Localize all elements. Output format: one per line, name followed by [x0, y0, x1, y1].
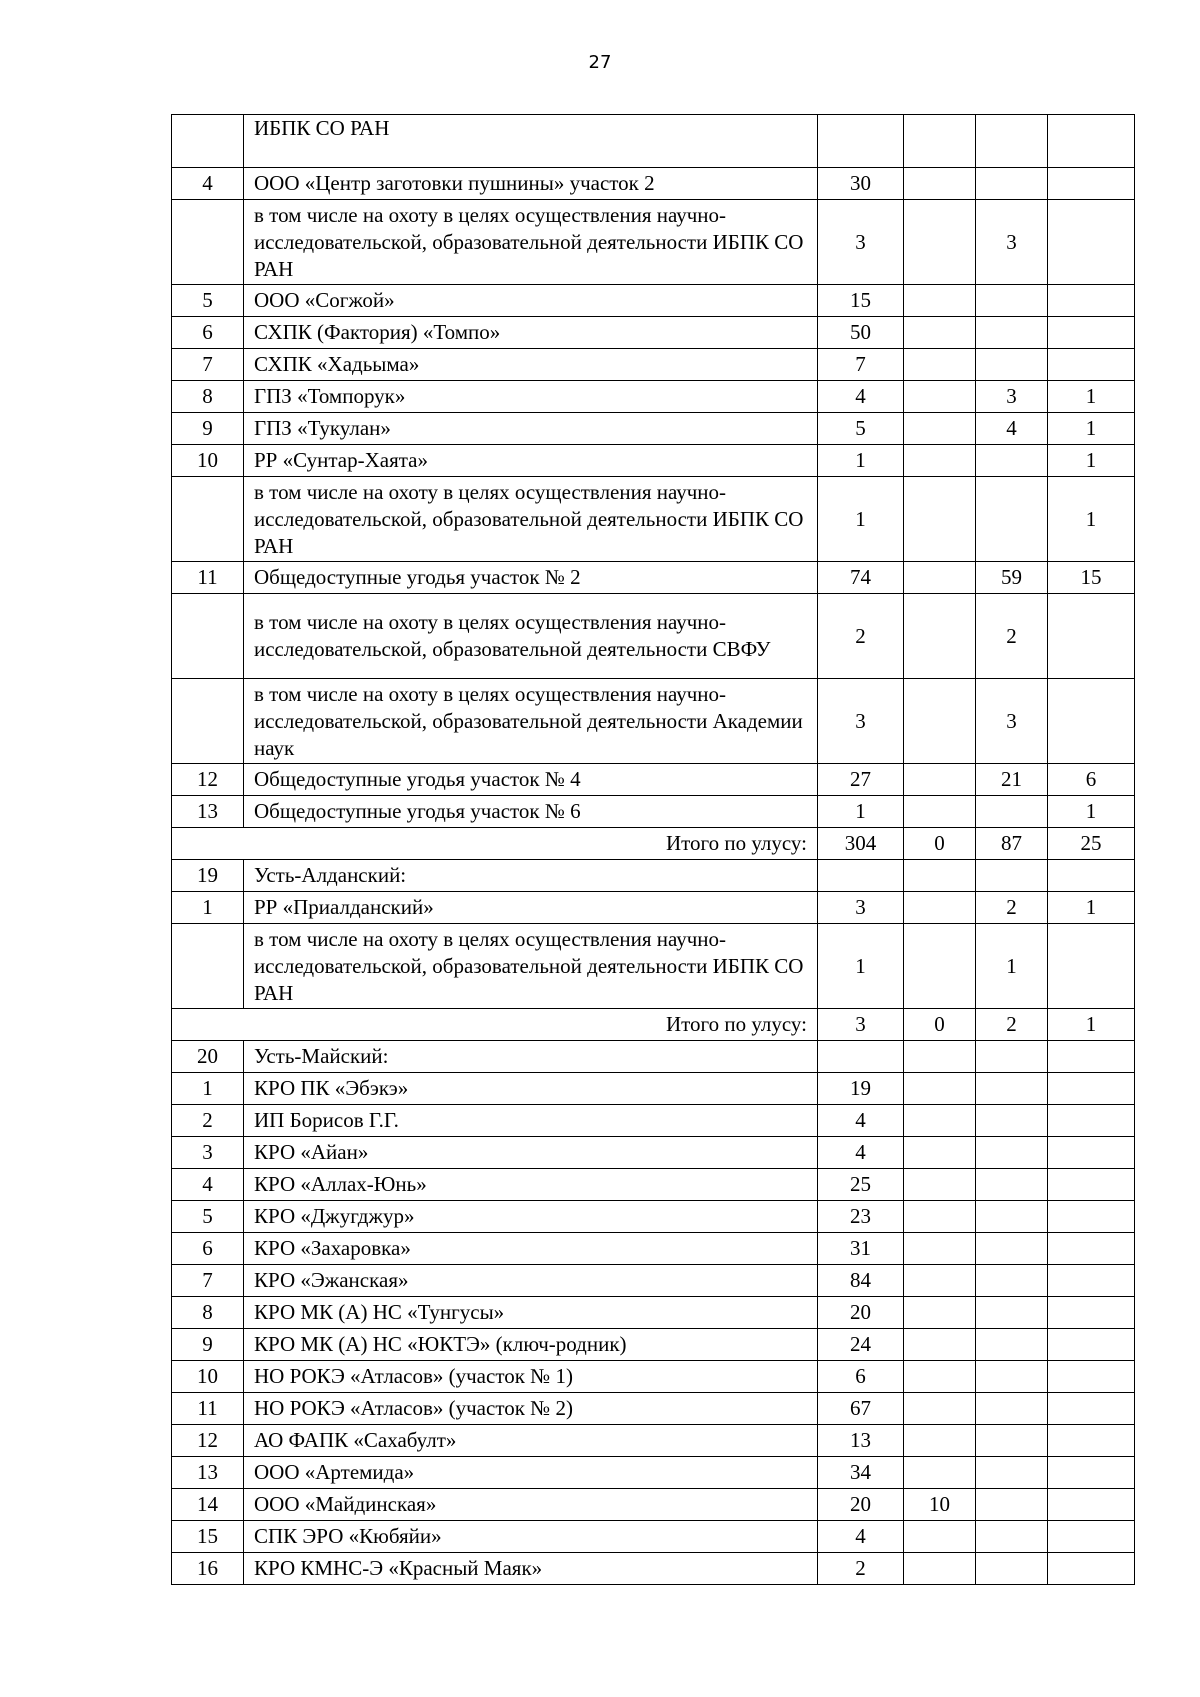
value-col-2 — [904, 1425, 976, 1457]
value-col-3 — [976, 1361, 1048, 1393]
table-row — [172, 1329, 1135, 1361]
value-col-3: 21 — [976, 764, 1048, 796]
value-col-1: 24 — [818, 1329, 904, 1361]
row-name: КРО ПК «Эбэкэ» — [244, 1073, 818, 1105]
table-row — [172, 1169, 1135, 1201]
total-row — [172, 1009, 1135, 1041]
value-col-1: 34 — [818, 1457, 904, 1489]
value-col-1: 1 — [818, 445, 904, 477]
value-col-4 — [1048, 285, 1135, 317]
value-col-1: 30 — [818, 168, 904, 200]
total-label: Итого по улусу: — [172, 828, 818, 860]
row-number: 13 — [172, 796, 244, 828]
value-col-4 — [1048, 679, 1135, 764]
value-col-4 — [1048, 924, 1135, 1009]
value-col-2: 0 — [904, 1009, 976, 1041]
value-col-3: 2 — [976, 594, 1048, 679]
row-number — [172, 115, 244, 168]
value-col-3: 3 — [976, 381, 1048, 413]
value-col-1: 3 — [818, 679, 904, 764]
value-col-4 — [1048, 1105, 1135, 1137]
value-col-4 — [1048, 1425, 1135, 1457]
row-number: 10 — [172, 445, 244, 477]
row-name: в том числе на охоту в целях осуществления научно-исследовательской, образовательной деятельности ИБПК СО РАН — [244, 477, 818, 562]
value-col-3 — [976, 1073, 1048, 1105]
row-number — [172, 200, 244, 285]
value-col-2 — [904, 1201, 976, 1233]
table-row — [172, 1489, 1135, 1521]
table-row — [172, 1201, 1135, 1233]
value-col-2 — [904, 1393, 976, 1425]
value-col-2 — [904, 594, 976, 679]
value-col-3 — [976, 1521, 1048, 1553]
table-row — [172, 477, 1135, 562]
value-col-2 — [904, 1361, 976, 1393]
value-col-4 — [1048, 1361, 1135, 1393]
value-col-1: 84 — [818, 1265, 904, 1297]
value-col-2 — [904, 317, 976, 349]
row-number: 7 — [172, 349, 244, 381]
table-row — [172, 445, 1135, 477]
value-col-3 — [976, 796, 1048, 828]
value-col-2 — [904, 1521, 976, 1553]
table-row — [172, 1233, 1135, 1265]
row-number: 19 — [172, 860, 244, 892]
value-col-4 — [1048, 349, 1135, 381]
value-col-3 — [976, 477, 1048, 562]
value-col-2 — [904, 1041, 976, 1073]
value-col-3: 2 — [976, 892, 1048, 924]
value-col-1: 23 — [818, 1201, 904, 1233]
table-row — [172, 285, 1135, 317]
row-number: 6 — [172, 317, 244, 349]
table-row — [172, 1553, 1135, 1585]
row-number: 7 — [172, 1265, 244, 1297]
value-col-4 — [1048, 1489, 1135, 1521]
value-col-1: 6 — [818, 1361, 904, 1393]
value-col-1: 3 — [818, 200, 904, 285]
row-number: 6 — [172, 1233, 244, 1265]
value-col-4 — [1048, 115, 1135, 168]
row-number: 4 — [172, 1169, 244, 1201]
row-number: 3 — [172, 1137, 244, 1169]
value-col-3 — [976, 1137, 1048, 1169]
table-row — [172, 1041, 1135, 1073]
value-col-3 — [976, 1201, 1048, 1233]
table-row — [172, 1521, 1135, 1553]
value-col-1: 67 — [818, 1393, 904, 1425]
row-number: 15 — [172, 1521, 244, 1553]
page-number: 27 — [588, 52, 612, 73]
value-col-2 — [904, 764, 976, 796]
value-col-1: 31 — [818, 1233, 904, 1265]
value-col-2 — [904, 1553, 976, 1585]
value-col-3 — [976, 1329, 1048, 1361]
value-col-3 — [976, 1393, 1048, 1425]
table-row — [172, 796, 1135, 828]
value-col-1: 1 — [818, 796, 904, 828]
row-number: 12 — [172, 764, 244, 796]
value-col-2 — [904, 1073, 976, 1105]
value-col-1: 50 — [818, 317, 904, 349]
table-row — [172, 115, 1135, 168]
row-name: в том числе на охоту в целях осуществления научно-исследовательской, образовательной деятельности ИБПК СО РАН — [244, 924, 818, 1009]
value-col-1 — [818, 115, 904, 168]
value-col-3: 1 — [976, 924, 1048, 1009]
value-col-2 — [904, 168, 976, 200]
value-col-4 — [1048, 168, 1135, 200]
row-name: ООО «Майдинская» — [244, 1489, 818, 1521]
value-col-2 — [904, 860, 976, 892]
value-col-2 — [904, 796, 976, 828]
table-row — [172, 1137, 1135, 1169]
value-col-4: 1 — [1048, 413, 1135, 445]
value-col-1: 20 — [818, 1489, 904, 1521]
value-col-4 — [1048, 1073, 1135, 1105]
value-col-1: 13 — [818, 1425, 904, 1457]
row-name: КРО КМНС-Э «Красный Маяк» — [244, 1553, 818, 1585]
table-row — [172, 594, 1135, 679]
row-name: РР «Приалданский» — [244, 892, 818, 924]
row-name: ООО «Артемида» — [244, 1457, 818, 1489]
row-name: СПК ЭРО «Кюбяйи» — [244, 1521, 818, 1553]
row-number: 5 — [172, 1201, 244, 1233]
value-col-4 — [1048, 1265, 1135, 1297]
row-number: 10 — [172, 1361, 244, 1393]
value-col-2 — [904, 477, 976, 562]
value-col-4 — [1048, 1553, 1135, 1585]
value-col-2: 0 — [904, 828, 976, 860]
value-col-4: 1 — [1048, 892, 1135, 924]
value-col-1: 3 — [818, 892, 904, 924]
table-row — [172, 349, 1135, 381]
table-body — [172, 115, 1135, 1585]
value-col-2 — [904, 1169, 976, 1201]
value-col-2 — [904, 679, 976, 764]
row-number — [172, 594, 244, 679]
table-row — [172, 679, 1135, 764]
row-number — [172, 924, 244, 1009]
value-col-4 — [1048, 1457, 1135, 1489]
row-name: СХПК (Фактория) «Томпо» — [244, 317, 818, 349]
value-col-4: 1 — [1048, 796, 1135, 828]
value-col-2 — [904, 924, 976, 1009]
value-col-3 — [976, 285, 1048, 317]
row-name: РР «Сунтар-Хаята» — [244, 445, 818, 477]
table-row — [172, 924, 1135, 1009]
value-col-3: 3 — [976, 679, 1048, 764]
table-row — [172, 168, 1135, 200]
value-col-3 — [976, 317, 1048, 349]
table-row — [172, 562, 1135, 594]
row-name: в том числе на охоту в целях осуществления научно-исследовательской, образовательной деятельности СВФУ — [244, 594, 818, 679]
value-col-3 — [976, 1489, 1048, 1521]
value-col-3 — [976, 115, 1048, 168]
value-col-3: 3 — [976, 200, 1048, 285]
row-name: ООО «Центр заготовки пушнины» участок 2 — [244, 168, 818, 200]
total-label: Итого по улусу: — [172, 1009, 818, 1041]
value-col-1: 27 — [818, 764, 904, 796]
value-col-4 — [1048, 1201, 1135, 1233]
value-col-3 — [976, 1297, 1048, 1329]
value-col-1: 4 — [818, 1137, 904, 1169]
value-col-1: 1 — [818, 924, 904, 1009]
row-number: 20 — [172, 1041, 244, 1073]
row-number: 16 — [172, 1553, 244, 1585]
row-name: Усть-Майский: — [244, 1041, 818, 1073]
value-col-1: 25 — [818, 1169, 904, 1201]
row-number: 8 — [172, 381, 244, 413]
row-number: 9 — [172, 413, 244, 445]
value-col-2 — [904, 562, 976, 594]
row-name: КРО «Захаровка» — [244, 1233, 818, 1265]
value-col-2 — [904, 892, 976, 924]
row-name: Общедоступные угодья участок № 2 — [244, 562, 818, 594]
value-col-2 — [904, 1329, 976, 1361]
table-row — [172, 1393, 1135, 1425]
value-col-2 — [904, 413, 976, 445]
row-name: КРО МК (А) НС «ЮКТЭ» (ключ-родник) — [244, 1329, 818, 1361]
table-row — [172, 1457, 1135, 1489]
value-col-2 — [904, 1105, 976, 1137]
value-col-4: 1 — [1048, 477, 1135, 562]
table-row — [172, 860, 1135, 892]
value-col-3 — [976, 349, 1048, 381]
value-col-1: 19 — [818, 1073, 904, 1105]
value-col-1: 20 — [818, 1297, 904, 1329]
value-col-1: 3 — [818, 1009, 904, 1041]
row-name: СХПК «Хадьыма» — [244, 349, 818, 381]
table-row — [172, 892, 1135, 924]
value-col-1: 2 — [818, 594, 904, 679]
value-col-1: 4 — [818, 1105, 904, 1137]
value-col-3 — [976, 1169, 1048, 1201]
value-col-1: 7 — [818, 349, 904, 381]
value-col-3 — [976, 1041, 1048, 1073]
value-col-1: 74 — [818, 562, 904, 594]
value-col-4: 6 — [1048, 764, 1135, 796]
row-name: Общедоступные угодья участок № 4 — [244, 764, 818, 796]
value-col-3 — [976, 1553, 1048, 1585]
value-col-2 — [904, 1297, 976, 1329]
row-name: КРО «Джугджур» — [244, 1201, 818, 1233]
value-col-2 — [904, 285, 976, 317]
value-col-4 — [1048, 200, 1135, 285]
table-row — [172, 764, 1135, 796]
value-col-1: 2 — [818, 1553, 904, 1585]
row-number: 11 — [172, 1393, 244, 1425]
value-col-4 — [1048, 1297, 1135, 1329]
value-col-4: 15 — [1048, 562, 1135, 594]
row-number: 11 — [172, 562, 244, 594]
value-col-4 — [1048, 1169, 1135, 1201]
row-number: 1 — [172, 1073, 244, 1105]
row-name: АО ФАПК «Сахабулт» — [244, 1425, 818, 1457]
value-col-2 — [904, 1137, 976, 1169]
row-name: в том числе на охоту в целях осуществления научно-исследовательской, образовательной деятельности Академии наук — [244, 679, 818, 764]
value-col-3 — [976, 1265, 1048, 1297]
value-col-3 — [976, 1105, 1048, 1137]
value-col-3 — [976, 1425, 1048, 1457]
value-col-3: 59 — [976, 562, 1048, 594]
row-name: ИП Борисов Г.Г. — [244, 1105, 818, 1137]
value-col-4: 25 — [1048, 828, 1135, 860]
table-row — [172, 381, 1135, 413]
value-col-2: 10 — [904, 1489, 976, 1521]
row-number: 4 — [172, 168, 244, 200]
row-name: КРО МК (А) НС «Тунгусы» — [244, 1297, 818, 1329]
row-name: ИБПК СО РАН — [244, 115, 818, 168]
value-col-1 — [818, 860, 904, 892]
value-col-1: 1 — [818, 477, 904, 562]
value-col-3: 2 — [976, 1009, 1048, 1041]
row-name: КРО «Эжанская» — [244, 1265, 818, 1297]
value-col-3: 87 — [976, 828, 1048, 860]
value-col-1: 304 — [818, 828, 904, 860]
value-col-1: 4 — [818, 381, 904, 413]
value-col-4 — [1048, 860, 1135, 892]
row-name: ГПЗ «Томпорук» — [244, 381, 818, 413]
total-row — [172, 828, 1135, 860]
value-col-4 — [1048, 317, 1135, 349]
row-number: 2 — [172, 1105, 244, 1137]
value-col-4 — [1048, 1393, 1135, 1425]
row-number: 13 — [172, 1457, 244, 1489]
table-row — [172, 1361, 1135, 1393]
value-col-2 — [904, 1265, 976, 1297]
value-col-3 — [976, 1233, 1048, 1265]
value-col-1: 15 — [818, 285, 904, 317]
value-col-3 — [976, 168, 1048, 200]
value-col-4: 1 — [1048, 381, 1135, 413]
row-name: КРО «Аллах-Юнь» — [244, 1169, 818, 1201]
row-number: 9 — [172, 1329, 244, 1361]
table-row — [172, 200, 1135, 285]
table-row — [172, 1425, 1135, 1457]
row-number: 8 — [172, 1297, 244, 1329]
row-name: НО РОКЭ «Атласов» (участок № 2) — [244, 1393, 818, 1425]
row-name: КРО «Айан» — [244, 1137, 818, 1169]
value-col-3 — [976, 1457, 1048, 1489]
row-number — [172, 477, 244, 562]
value-col-4: 1 — [1048, 1009, 1135, 1041]
value-col-2 — [904, 381, 976, 413]
row-name: ГПЗ «Тукулан» — [244, 413, 818, 445]
table-row — [172, 317, 1135, 349]
value-col-3: 4 — [976, 413, 1048, 445]
row-name: Общедоступные угодья участок № 6 — [244, 796, 818, 828]
value-col-1 — [818, 1041, 904, 1073]
value-col-4 — [1048, 594, 1135, 679]
value-col-2 — [904, 1457, 976, 1489]
row-name: в том числе на охоту в целях осуществления научно-исследовательской, образовательной деятельности ИБПК СО РАН — [244, 200, 818, 285]
table-row — [172, 1265, 1135, 1297]
quota-table — [171, 114, 1135, 1585]
table-row — [172, 1073, 1135, 1105]
value-col-3 — [976, 860, 1048, 892]
table-row — [172, 413, 1135, 445]
value-col-4 — [1048, 1521, 1135, 1553]
value-col-2 — [904, 1233, 976, 1265]
value-col-4: 1 — [1048, 445, 1135, 477]
value-col-4 — [1048, 1137, 1135, 1169]
value-col-4 — [1048, 1233, 1135, 1265]
row-name: НО РОКЭ «Атласов» (участок № 1) — [244, 1361, 818, 1393]
value-col-2 — [904, 445, 976, 477]
row-number: 12 — [172, 1425, 244, 1457]
row-number: 14 — [172, 1489, 244, 1521]
row-number: 5 — [172, 285, 244, 317]
value-col-1: 5 — [818, 413, 904, 445]
row-number: 1 — [172, 892, 244, 924]
table-row — [172, 1297, 1135, 1329]
value-col-2 — [904, 200, 976, 285]
value-col-1: 4 — [818, 1521, 904, 1553]
value-col-2 — [904, 115, 976, 168]
row-name: Усть-Алданский: — [244, 860, 818, 892]
value-col-4 — [1048, 1041, 1135, 1073]
table-row — [172, 1105, 1135, 1137]
value-col-4 — [1048, 1329, 1135, 1361]
row-number — [172, 679, 244, 764]
value-col-2 — [904, 349, 976, 381]
value-col-3 — [976, 445, 1048, 477]
row-name: ООО «Согжой» — [244, 285, 818, 317]
